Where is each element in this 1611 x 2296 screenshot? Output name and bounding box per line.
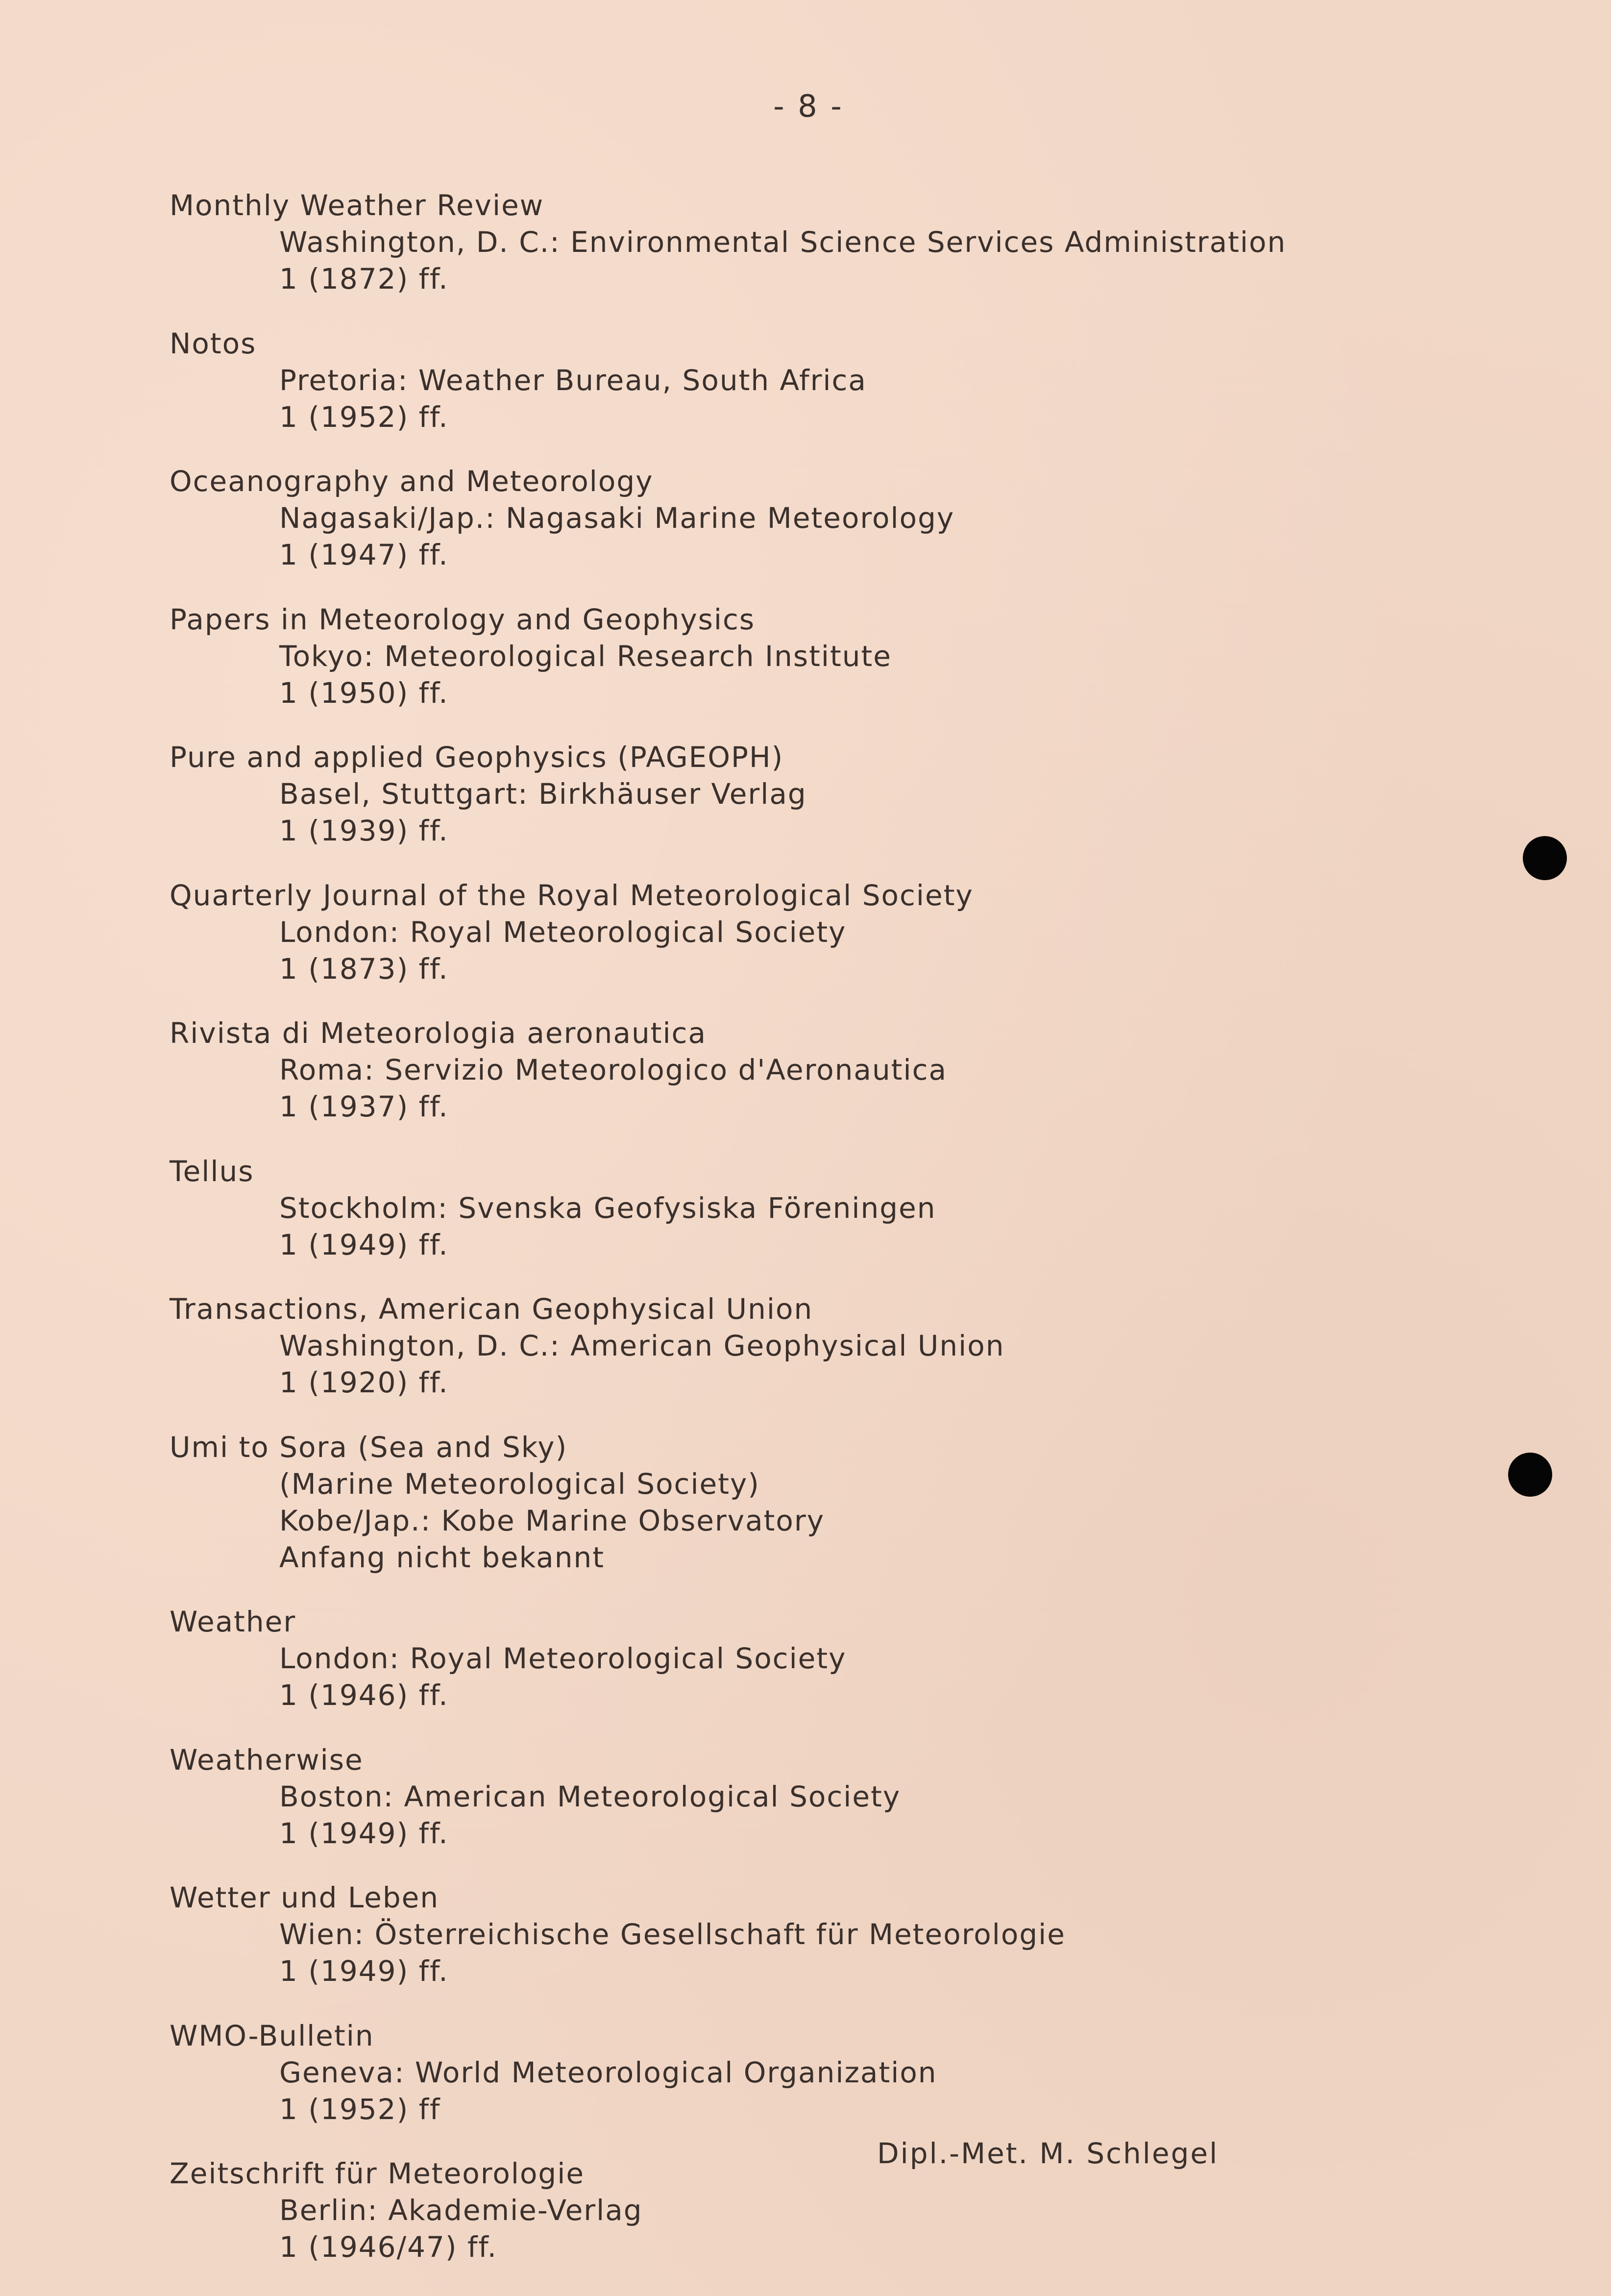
journal-title: Zeitschrift für Meteorologie	[170, 2157, 585, 2190]
list-item	[170, 877, 1492, 988]
journal-title: Oceanography and Meteorology	[170, 465, 654, 498]
journal-title: Transactions, American Geophysical Union	[170, 1292, 813, 1326]
journal-title: Weather	[170, 1605, 296, 1638]
list-item	[170, 1879, 1492, 1990]
publisher-line: (Marine Meteorological Society)	[279, 1467, 760, 1501]
publisher-line: Kobe/Jap.: Kobe Marine Observatory	[279, 1504, 825, 1537]
list-item	[170, 1153, 1492, 1263]
signature: Dipl.-Met. M. Schlegel	[877, 2137, 1219, 2170]
publisher-line: Basel, Stuttgart: Birkhäuser Verlag	[279, 777, 807, 811]
volume-line: 1 (1952) ff.	[279, 400, 449, 434]
list-item	[170, 2018, 1492, 2128]
volume-line: 1 (1950) ff.	[279, 676, 449, 710]
publisher-line: Washington, D. C.: Environmental Science Services Administration	[279, 225, 1287, 259]
volume-line: 1 (1947) ff.	[279, 538, 449, 571]
list-item	[170, 1291, 1492, 1401]
volume-line: 1 (1949) ff.	[279, 1228, 449, 1261]
journal-title: Rivista di Meteorologia aeronautica	[170, 1016, 707, 1050]
publisher-line: Roma: Servizio Meteorologico d'Aeronautica	[279, 1053, 948, 1086]
journal-title: Notos	[170, 326, 257, 360]
volume-line: 1 (1946) ff.	[279, 1679, 449, 1712]
volume-line: 1 (1949) ff.	[279, 1816, 449, 1850]
list-item	[170, 187, 1492, 297]
list-item	[170, 739, 1492, 849]
punch-hole-icon	[1508, 1453, 1552, 1497]
list-item	[170, 463, 1492, 573]
list-item	[170, 1015, 1492, 1125]
publisher-line: Wien: Österreichische Gesellschaft für Meteorologie	[279, 1918, 1066, 1951]
volume-line: 1 (1952) ff	[279, 2092, 441, 2126]
publisher-line: Geneva: World Meteorological Organization	[279, 2055, 937, 2089]
journal-title: Umi to Sora (Sea and Sky)	[170, 1430, 568, 1464]
journal-title: Monthly Weather Review	[170, 189, 544, 222]
list-item	[170, 2155, 1492, 2266]
publisher-line: Washington, D. C.: American Geophysical Union	[279, 1329, 1005, 1362]
volume-line: 1 (1920) ff.	[279, 1366, 449, 1399]
publisher-line: Nagasaki/Jap.: Nagasaki Marine Meteorology	[279, 501, 955, 535]
list-item	[170, 1604, 1492, 1714]
volume-line: 1 (1949) ff.	[279, 1954, 449, 1988]
publisher-line: Stockholm: Svenska Geofysiska Föreningen	[279, 1191, 936, 1225]
list-item	[170, 601, 1492, 712]
journal-title: Papers in Meteorology and Geophysics	[170, 602, 756, 636]
punch-hole-icon	[1523, 836, 1567, 880]
list-item	[170, 325, 1492, 436]
volume-line: 1 (1872) ff.	[279, 262, 449, 296]
volume-line: 1 (1937) ff.	[279, 1090, 449, 1123]
journal-title: Pure and applied Geophysics (PAGEOPH)	[170, 741, 784, 774]
volume-line: 1 (1873) ff.	[279, 952, 449, 986]
publisher-line: London: Royal Meteorological Society	[279, 915, 847, 949]
list-item	[170, 1742, 1492, 1852]
publisher-line: Berlin: Akademie-Verlag	[279, 2194, 643, 2227]
list-item	[170, 1429, 1492, 1576]
journal-title: Weatherwise	[170, 1743, 364, 1777]
page-number: - 8 -	[773, 88, 844, 124]
journal-title: Tellus	[170, 1154, 254, 1188]
publisher-line: Pretoria: Weather Bureau, South Africa	[279, 363, 867, 397]
publisher-line: Tokyo: Meteorological Research Institute	[279, 639, 892, 673]
journal-title: Quarterly Journal of the Royal Meteorological Society	[170, 878, 974, 912]
journal-list	[170, 187, 1492, 2266]
volume-line: 1 (1939) ff.	[279, 814, 449, 847]
publisher-line: Boston: American Meteorological Society	[279, 1779, 901, 1813]
journal-title: WMO-Bulletin	[170, 2019, 374, 2052]
journal-title: Wetter und Leben	[170, 1881, 439, 1914]
volume-line: 1 (1946/47) ff.	[279, 2230, 498, 2264]
volume-line: Anfang nicht bekannt	[279, 1540, 605, 1574]
publisher-line: London: Royal Meteorological Society	[279, 1642, 847, 1675]
